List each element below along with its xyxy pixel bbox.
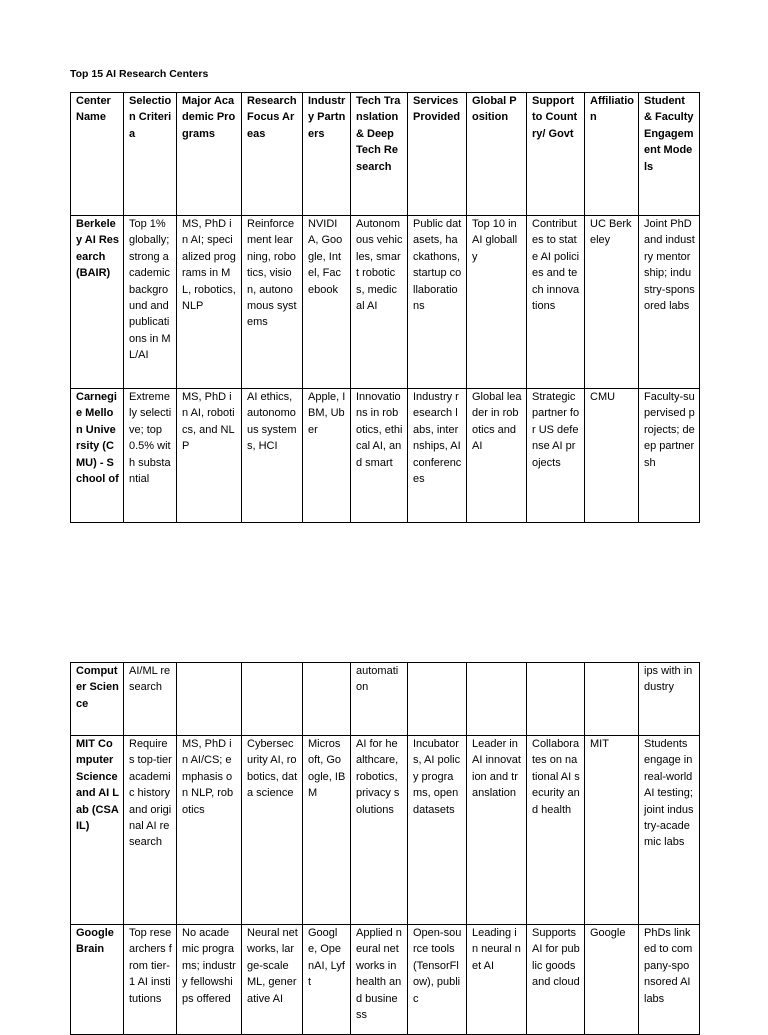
table-row (71, 663, 700, 736)
table-cell: Global leader in robotics and AI (467, 389, 527, 523)
table-row (71, 736, 700, 925)
table-cell (408, 663, 467, 736)
table-cell: automation (351, 663, 408, 736)
table-cell (303, 663, 351, 736)
header-row (71, 93, 700, 216)
table-cell: Extremely selective; top 0.5% with substantial (124, 389, 177, 523)
table-cell: Strategic partner for US defense AI projects (527, 389, 585, 523)
table-cell: Top 1% globally; strong academic background and publications in ML/AI (124, 216, 177, 389)
table-cell: Joint PhD and industry mentorship; industry-sponsored labs (639, 216, 700, 389)
row-label-cell: Berkeley AI Research (BAIR) (71, 216, 124, 389)
table-cell: Industry research labs, internships, AI conferences (408, 389, 467, 523)
table-cell: CMU (585, 389, 639, 523)
table-cell: Leader in AI innovation and translation (467, 736, 527, 925)
research-centers-table-page-2 (70, 662, 700, 1035)
table-cell: Supports AI for public goods and cloud (527, 925, 585, 1035)
table-cell: Contributes to state AI policies and tech innovations (527, 216, 585, 389)
table-row (71, 925, 700, 1035)
table-cell (177, 663, 242, 736)
table-cell: PhDs linked to company-sponsored AI labs (639, 925, 700, 1035)
table-cell (585, 663, 639, 736)
table-cell: Neural networks, large-scale ML, generative AI (242, 925, 303, 1035)
table-cell: Students engage in real-world AI testing; joint industry-academic labs (639, 736, 700, 925)
table-cell: MS, PhD in AI; specialized programs in ML, robotics, NLP (177, 216, 242, 389)
table-cell: Support to Country/ Govt (527, 93, 585, 216)
table-cell: Cybersecurity AI, robotics, data science (242, 736, 303, 925)
table-cell: Research Focus Areas (242, 93, 303, 216)
table-cell: Industry Partners (303, 93, 351, 216)
table-cell: Major Academic Programs (177, 93, 242, 216)
table-cell: Collaborates on national AI security and health (527, 736, 585, 925)
table-cell: AI/ML research (124, 663, 177, 736)
table-row (71, 389, 700, 523)
table-cell (527, 663, 585, 736)
table-cell: Google (585, 925, 639, 1035)
research-centers-table-page-1 (70, 92, 700, 523)
table-cell: Apple, IBM, Uber (303, 389, 351, 523)
table-cell: MIT (585, 736, 639, 925)
table-cell: ips with industry (639, 663, 700, 736)
table-cell: Top 10 in AI globally (467, 216, 527, 389)
row-label-cell: MIT Computer Science and AI Lab (CSAIL) (71, 736, 124, 925)
table-cell: Selection Criteria (124, 93, 177, 216)
table-cell (467, 663, 527, 736)
table-cell: Tech Translation & Deep Tech Research (351, 93, 408, 216)
table-row (71, 216, 700, 389)
table-cell: Public datasets, hackathons, startup collaborations (408, 216, 467, 389)
table-cell: Affiliation (585, 93, 639, 216)
table-cell: AI for healthcare, robotics, privacy solutions (351, 736, 408, 925)
table-cell: MS, PhD in AI, robotics, and NLP (177, 389, 242, 523)
table-cell: AI ethics, autonomous systems, HCI (242, 389, 303, 523)
table-cell: Microsoft, Google, IBM (303, 736, 351, 925)
table-cell: Innovations in robotics, ethical AI, and smart (351, 389, 408, 523)
table-cell (242, 663, 303, 736)
row-label-cell: Computer Science (71, 663, 124, 736)
table-cell: Open-source tools (TensorFlow), public (408, 925, 467, 1035)
row-label-cell: Center Name (71, 93, 124, 216)
table-cell: Faculty-supervised projects; deep partnersh (639, 389, 700, 523)
table-cell: Autonomous vehicles, smart robotics, medical AI (351, 216, 408, 389)
table-cell: Services Provided (408, 93, 467, 216)
table-cell: Applied neural networks in health and business (351, 925, 408, 1035)
document-title: Top 15 AI Research Centers (70, 68, 209, 80)
table-cell: NVIDIA, Google, Intel, Facebook (303, 216, 351, 389)
table-cell: No academic programs; industry fellowships offered (177, 925, 242, 1035)
table-cell: Requires top-tier academic history and original AI research (124, 736, 177, 925)
row-label-cell: Carnegie Mellon University (CMU) - School of (71, 389, 124, 523)
table-cell: Google, OpenAI, Lyft (303, 925, 351, 1035)
table-cell: MS, PhD in AI/CS; emphasis on NLP, robotics (177, 736, 242, 925)
table-cell: Student & Faculty Engagement Models (639, 93, 700, 216)
table-cell: Incubators, AI policy programs, open datasets (408, 736, 467, 925)
table-cell: Top researchers from tier-1 AI institutions (124, 925, 177, 1035)
row-label-cell: Google Brain (71, 925, 124, 1035)
table-cell: UC Berkeley (585, 216, 639, 389)
table-cell: Global Position (467, 93, 527, 216)
table-cell: Reinforcement learning, robotics, vision, autonomous systems (242, 216, 303, 389)
table-cell: Leading in neural net AI (467, 925, 527, 1035)
